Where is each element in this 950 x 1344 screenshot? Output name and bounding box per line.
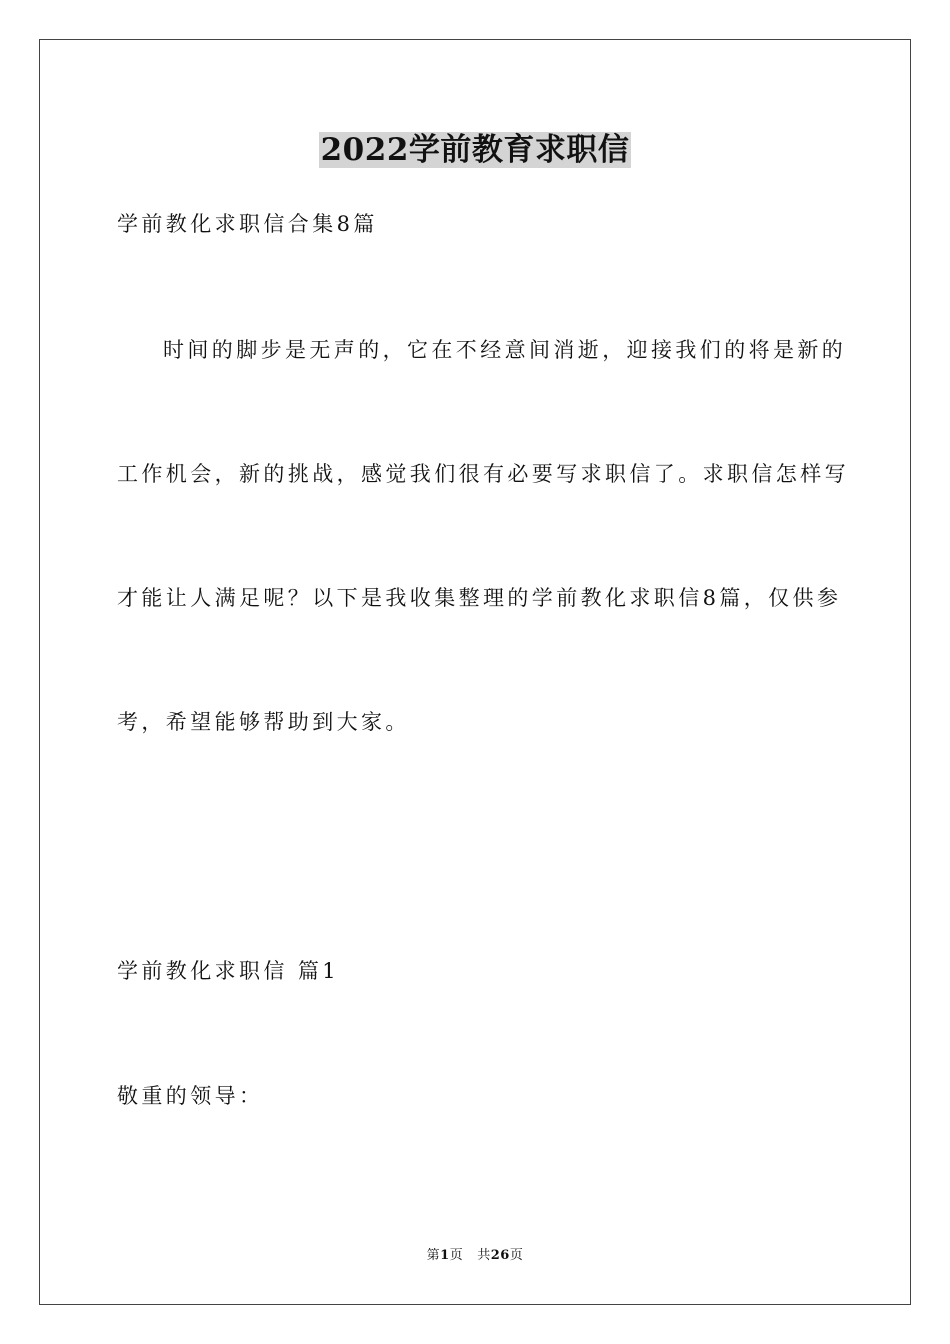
total-suffix: 页	[509, 1248, 524, 1263]
intro-line-3: 才能让人满足呢？以下是我收集整理的学前教化求职信8篇，仅供参	[117, 586, 842, 610]
salutation: 敬重的领导：	[117, 1084, 264, 1108]
intro-line-4: 考，希望能够帮助到大家。	[117, 710, 410, 734]
page-footer	[0, 1247, 950, 1265]
document-title	[0, 128, 950, 172]
page-number: 1	[440, 1248, 450, 1263]
total-prefix: 共	[477, 1248, 491, 1263]
intro-line-2: 工作机会，新的挑战，感觉我们很有必要写求职信了。求职信怎样写	[117, 462, 849, 486]
document-title-text: 2022学前教育求职信	[320, 132, 630, 168]
page-suffix: 页	[449, 1248, 464, 1263]
total-pages: 26	[490, 1248, 510, 1263]
intro-line-1: 时间的脚步是无声的，它在不经意间消逝，迎接我们的将是新的	[163, 338, 847, 362]
document-subtitle: 学前教化求职信合集8篇	[117, 212, 378, 236]
section-heading: 学前教化求职信 篇1	[117, 959, 340, 983]
page-prefix: 第	[426, 1248, 441, 1263]
